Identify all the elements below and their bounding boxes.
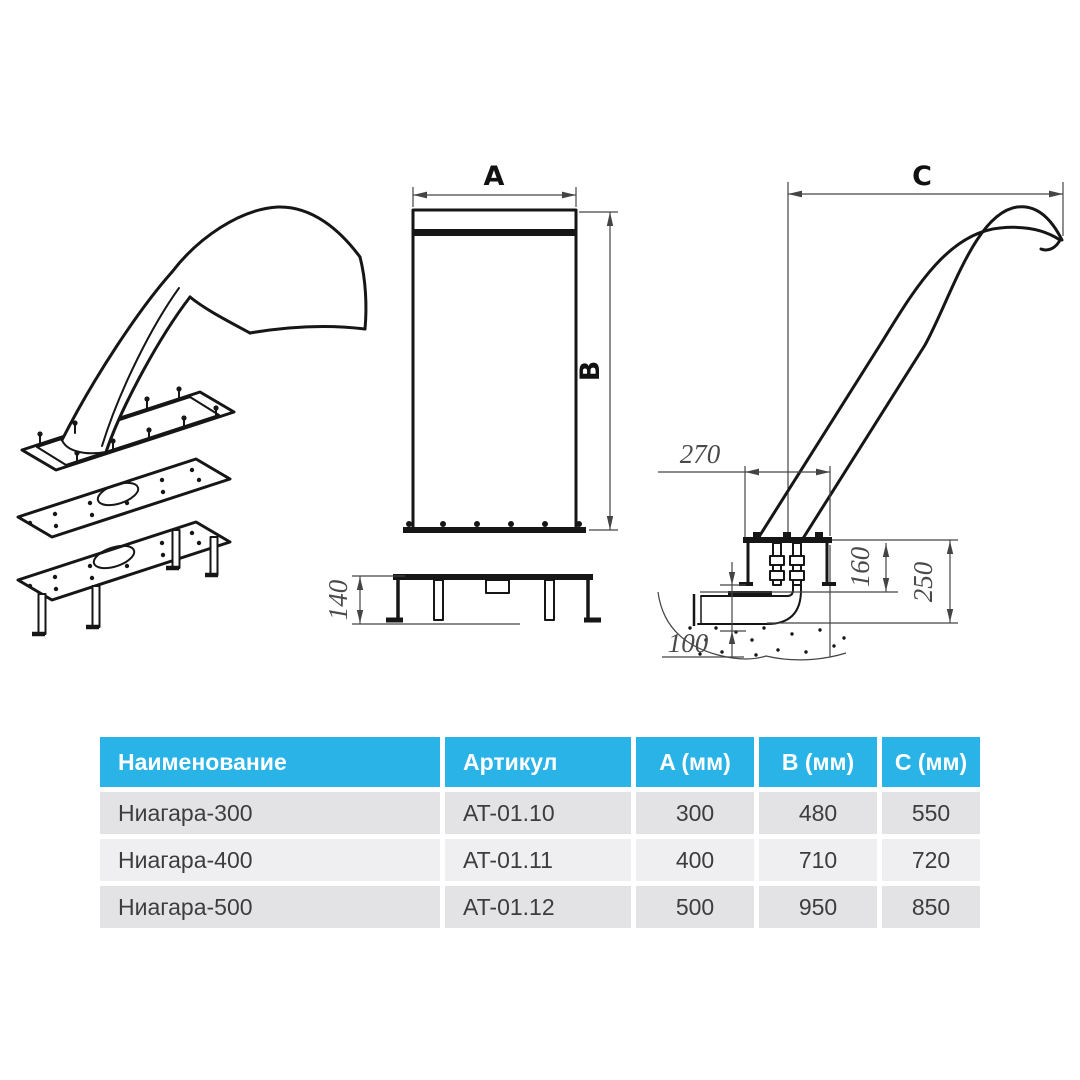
table-row-b: 710 [759,839,877,881]
mounting-box [739,532,836,585]
dim-b [575,212,618,530]
col-header-a: A (мм) [636,737,754,787]
dim-c [788,161,1063,538]
dim-a-label: A [483,161,505,192]
side-view [658,161,1063,660]
supply-pipe-elbow [694,585,801,626]
dim-160-label: 160 [845,546,875,588]
dim-a [413,161,576,207]
base-profile-view [323,574,601,624]
table-row-name: Ниагара-300 [100,792,440,834]
col-header-b: B (мм) [759,737,877,787]
table-row-b: 950 [759,886,877,928]
dim-160 [845,543,889,592]
table-row-sku: AT-01.11 [445,839,631,881]
dim-c-label: C [912,161,932,192]
table-row-sku: AT-01.12 [445,886,631,928]
table-row-c: 720 [882,839,980,881]
dim-270-label: 270 [679,439,721,469]
dim-250 [908,540,953,623]
table-row-a: 500 [636,886,754,928]
table-row-b: 480 [759,792,877,834]
col-header-sku: Артикул [445,737,631,787]
spec-table [100,737,980,928]
dim-250-label: 250 [908,561,938,603]
table-row-sku: AT-01.10 [445,792,631,834]
dim-100-label: 100 [667,628,709,658]
table-row-a: 400 [636,839,754,881]
table-row-c: 550 [882,792,980,834]
dim-b-label: B [575,360,606,382]
concrete-dots [688,626,845,656]
front-view [323,161,618,624]
table-row-a: 300 [636,792,754,834]
table-row-name: Ниагара-400 [100,839,440,881]
dim-100 [662,562,746,658]
col-header-name: Наименование [100,737,440,787]
table-row-name: Ниагара-500 [100,886,440,928]
isometric-exploded-view [18,207,366,634]
table-row-c: 850 [882,886,980,928]
col-header-c: C (мм) [882,737,980,787]
dim-140-label: 140 [323,579,353,621]
